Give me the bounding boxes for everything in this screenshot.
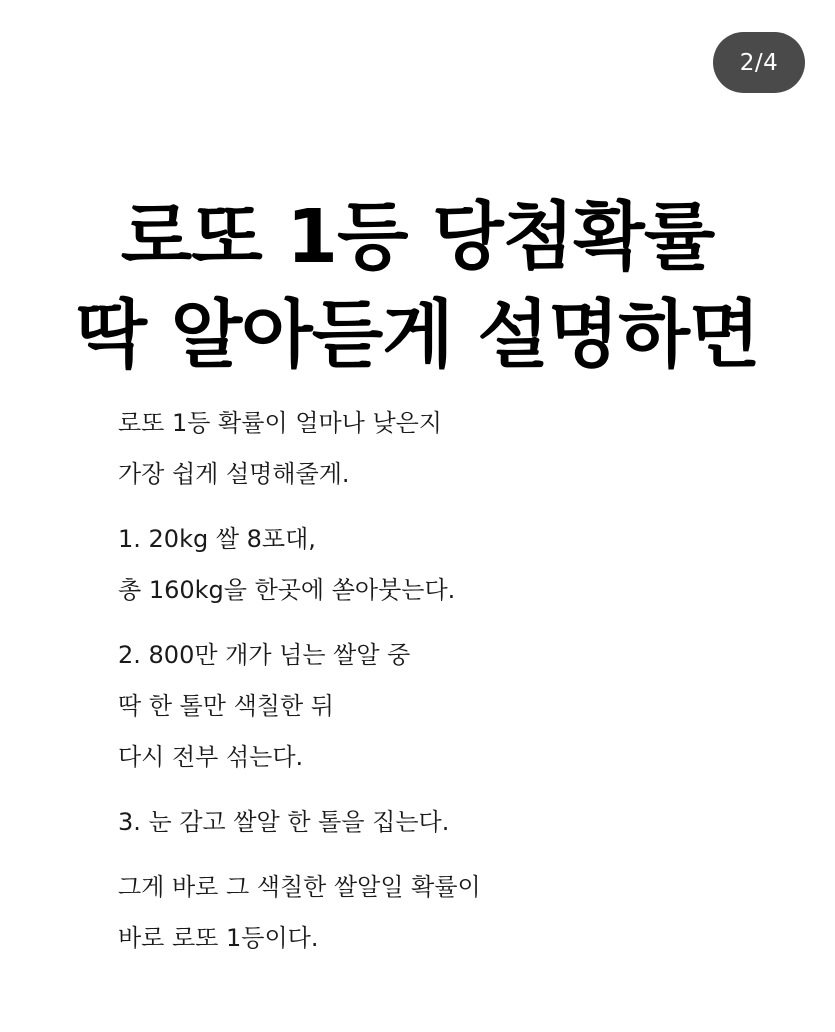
- body-text: [118, 398, 778, 978]
- page-indicator-text: 2/4: [739, 49, 779, 76]
- headline: [0, 188, 835, 384]
- paragraph-line: 다시 전부 섞는다.: [118, 743, 304, 771]
- paragraph-line: 3. 눈 감고 쌀알 한 톨을 집는다.: [118, 808, 450, 836]
- page-indicator-badge: [713, 32, 805, 93]
- paragraph-line: 1. 20kg 쌀 8포대,: [118, 525, 316, 553]
- paragraph-step-3: [118, 797, 778, 848]
- paragraph-intro: [118, 398, 778, 500]
- paragraph-line: 바로 로또 1등이다.: [118, 924, 319, 952]
- paragraph-line: 딱 한 톨만 색칠한 뒤: [118, 692, 334, 720]
- paragraph-line: 로또 1등 확률이 얼마나 낮은지: [118, 409, 442, 437]
- headline-line-1: 로또 1등 당첨확률: [120, 194, 715, 280]
- paragraph-line: 2. 800만 개가 넘는 쌀알 중: [118, 641, 411, 669]
- paragraph-step-1: [118, 514, 778, 616]
- paragraph-conclusion: [118, 862, 778, 964]
- paragraph-line: 가장 쉽게 설명해줄게.: [118, 460, 350, 488]
- paragraph-line: 그게 바로 그 색칠한 쌀알일 확률이: [118, 873, 481, 901]
- headline-line-2: 딱 알아듣게 설명하면: [75, 292, 760, 378]
- paragraph-line: 총 160kg을 한곳에 쏟아붓는다.: [118, 576, 456, 604]
- paragraph-step-2: [118, 630, 778, 783]
